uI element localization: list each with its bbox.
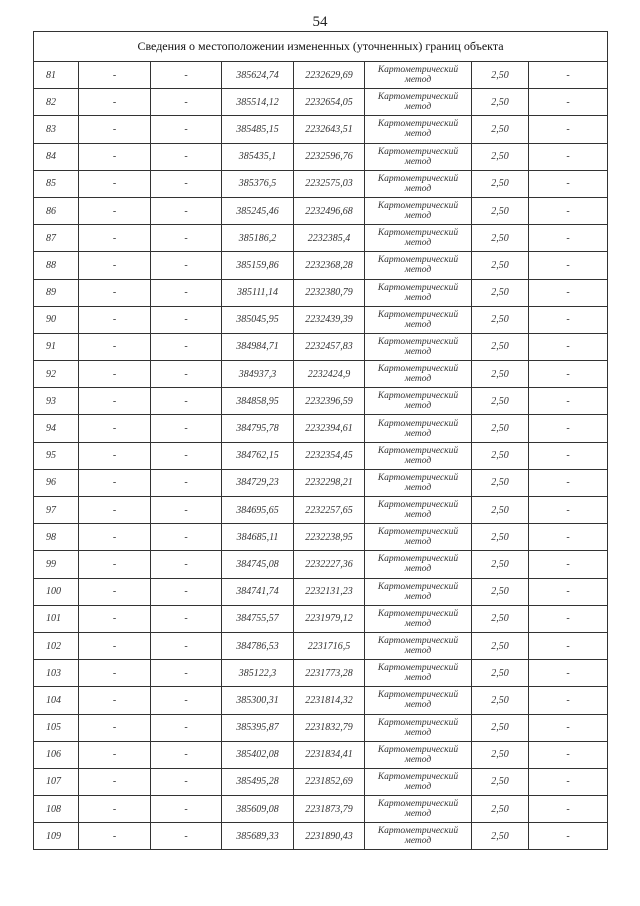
x-coordinate-cell: 385495,28 [222, 768, 294, 795]
x-coordinate-cell: 385376,5 [222, 170, 294, 197]
empty-cell-2: - [79, 469, 151, 496]
method-cell: Картометрический метод [365, 469, 472, 496]
x-coordinate-cell: 384729,23 [222, 469, 294, 496]
empty-cell-3: - [151, 796, 222, 823]
method-cell: Картометрический метод [365, 497, 472, 524]
precision-cell: 2,50 [472, 89, 529, 116]
precision-cell: 2,50 [472, 388, 529, 415]
empty-cell-8: - [529, 741, 608, 768]
y-coordinate-cell: 2232354,45 [294, 442, 365, 469]
empty-cell-8: - [529, 605, 608, 632]
x-coordinate-cell: 385609,08 [222, 796, 294, 823]
y-coordinate-cell: 2231832,79 [294, 714, 365, 741]
y-coordinate-cell: 2231890,43 [294, 823, 365, 850]
empty-cell-8: - [529, 116, 608, 143]
y-coordinate-cell: 2232643,51 [294, 116, 365, 143]
table-row [34, 442, 608, 469]
empty-cell-8: - [529, 768, 608, 795]
precision-cell: 2,50 [472, 306, 529, 333]
empty-cell-2: - [79, 225, 151, 252]
empty-cell-8: - [529, 62, 608, 89]
empty-cell-8: - [529, 687, 608, 714]
method-cell: Картометрический метод [365, 660, 472, 687]
precision-cell: 2,50 [472, 197, 529, 224]
table-body [34, 32, 608, 850]
point-number-cell: 89 [34, 279, 79, 306]
empty-cell-2: - [79, 768, 151, 795]
x-coordinate-cell: 385624,74 [222, 62, 294, 89]
empty-cell-3: - [151, 497, 222, 524]
empty-cell-2: - [79, 442, 151, 469]
precision-cell: 2,50 [472, 823, 529, 850]
point-number-cell: 99 [34, 551, 79, 578]
empty-cell-2: - [79, 578, 151, 605]
point-number-cell: 100 [34, 578, 79, 605]
x-coordinate-cell: 385485,15 [222, 116, 294, 143]
table-row [34, 89, 608, 116]
precision-cell: 2,50 [472, 116, 529, 143]
table-row [34, 197, 608, 224]
empty-cell-8: - [529, 170, 608, 197]
y-coordinate-cell: 2231773,28 [294, 660, 365, 687]
table-row [34, 306, 608, 333]
method-cell: Картометрический метод [365, 632, 472, 659]
x-coordinate-cell: 385159,86 [222, 252, 294, 279]
point-number-cell: 92 [34, 361, 79, 388]
x-coordinate-cell: 384695,65 [222, 497, 294, 524]
x-coordinate-cell: 384741,74 [222, 578, 294, 605]
empty-cell-3: - [151, 62, 222, 89]
x-coordinate-cell: 384937,3 [222, 361, 294, 388]
method-cell: Картометрический метод [365, 687, 472, 714]
point-number-cell: 107 [34, 768, 79, 795]
empty-cell-8: - [529, 279, 608, 306]
table-row [34, 469, 608, 496]
y-coordinate-cell: 2231852,69 [294, 768, 365, 795]
x-coordinate-cell: 385689,33 [222, 823, 294, 850]
y-coordinate-cell: 2232257,65 [294, 497, 365, 524]
empty-cell-2: - [79, 796, 151, 823]
x-coordinate-cell: 385514,12 [222, 89, 294, 116]
x-coordinate-cell: 385045,95 [222, 306, 294, 333]
precision-cell: 2,50 [472, 225, 529, 252]
method-cell: Картометрический метод [365, 796, 472, 823]
point-number-cell: 109 [34, 823, 79, 850]
y-coordinate-cell: 2232380,79 [294, 279, 365, 306]
empty-cell-2: - [79, 605, 151, 632]
boundary-coordinates-table [33, 31, 608, 850]
method-cell: Картометрический метод [365, 605, 472, 632]
empty-cell-8: - [529, 143, 608, 170]
point-number-cell: 86 [34, 197, 79, 224]
point-number-cell: 91 [34, 333, 79, 360]
table-row [34, 823, 608, 850]
point-number-cell: 104 [34, 687, 79, 714]
point-number-cell: 90 [34, 306, 79, 333]
empty-cell-8: - [529, 469, 608, 496]
empty-cell-2: - [79, 660, 151, 687]
x-coordinate-cell: 385245,46 [222, 197, 294, 224]
point-number-cell: 93 [34, 388, 79, 415]
method-cell: Картометрический метод [365, 415, 472, 442]
empty-cell-3: - [151, 143, 222, 170]
x-coordinate-cell: 384745,08 [222, 551, 294, 578]
empty-cell-3: - [151, 823, 222, 850]
precision-cell: 2,50 [472, 361, 529, 388]
table-title-row [34, 32, 608, 62]
empty-cell-8: - [529, 306, 608, 333]
table-row [34, 62, 608, 89]
method-cell: Картометрический метод [365, 741, 472, 768]
empty-cell-2: - [79, 62, 151, 89]
y-coordinate-cell: 2232457,83 [294, 333, 365, 360]
table-row [34, 116, 608, 143]
table-row [34, 143, 608, 170]
method-cell: Картометрический метод [365, 823, 472, 850]
table-row [34, 578, 608, 605]
x-coordinate-cell: 385395,87 [222, 714, 294, 741]
precision-cell: 2,50 [472, 796, 529, 823]
x-coordinate-cell: 384795,78 [222, 415, 294, 442]
empty-cell-8: - [529, 252, 608, 279]
table-row [34, 605, 608, 632]
empty-cell-3: - [151, 388, 222, 415]
empty-cell-3: - [151, 89, 222, 116]
method-cell: Картометрический метод [365, 388, 472, 415]
y-coordinate-cell: 2232596,76 [294, 143, 365, 170]
point-number-cell: 108 [34, 796, 79, 823]
x-coordinate-cell: 385111,14 [222, 279, 294, 306]
y-coordinate-cell: 2232396,59 [294, 388, 365, 415]
method-cell: Картометрический метод [365, 89, 472, 116]
point-number-cell: 87 [34, 225, 79, 252]
empty-cell-8: - [529, 551, 608, 578]
empty-cell-8: - [529, 442, 608, 469]
empty-cell-2: - [79, 388, 151, 415]
empty-cell-2: - [79, 116, 151, 143]
empty-cell-2: - [79, 497, 151, 524]
precision-cell: 2,50 [472, 768, 529, 795]
point-number-cell: 81 [34, 62, 79, 89]
y-coordinate-cell: 2231716,5 [294, 632, 365, 659]
empty-cell-3: - [151, 252, 222, 279]
x-coordinate-cell: 384685,11 [222, 524, 294, 551]
page-number: 54 [312, 14, 328, 30]
table-row [34, 333, 608, 360]
x-coordinate-cell: 385122,3 [222, 660, 294, 687]
empty-cell-2: - [79, 687, 151, 714]
table-row [34, 388, 608, 415]
point-number-cell: 94 [34, 415, 79, 442]
empty-cell-2: - [79, 143, 151, 170]
empty-cell-2: - [79, 415, 151, 442]
y-coordinate-cell: 2231834,41 [294, 741, 365, 768]
empty-cell-8: - [529, 197, 608, 224]
empty-cell-8: - [529, 497, 608, 524]
precision-cell: 2,50 [472, 551, 529, 578]
empty-cell-8: - [529, 415, 608, 442]
empty-cell-3: - [151, 632, 222, 659]
table-row [34, 714, 608, 741]
precision-cell: 2,50 [472, 252, 529, 279]
empty-cell-8: - [529, 333, 608, 360]
y-coordinate-cell: 2232496,68 [294, 197, 365, 224]
empty-cell-2: - [79, 170, 151, 197]
point-number-cell: 106 [34, 741, 79, 768]
table-row [34, 632, 608, 659]
y-coordinate-cell: 2232424,9 [294, 361, 365, 388]
precision-cell: 2,50 [472, 415, 529, 442]
precision-cell: 2,50 [472, 333, 529, 360]
x-coordinate-cell: 384984,71 [222, 333, 294, 360]
empty-cell-2: - [79, 306, 151, 333]
empty-cell-2: - [79, 361, 151, 388]
empty-cell-3: - [151, 279, 222, 306]
table-row [34, 660, 608, 687]
table-row [34, 551, 608, 578]
empty-cell-2: - [79, 632, 151, 659]
y-coordinate-cell: 2232298,21 [294, 469, 365, 496]
empty-cell-2: - [79, 551, 151, 578]
table-row [34, 687, 608, 714]
method-cell: Картометрический метод [365, 442, 472, 469]
method-cell: Картометрический метод [365, 170, 472, 197]
point-number-cell: 83 [34, 116, 79, 143]
empty-cell-3: - [151, 605, 222, 632]
y-coordinate-cell: 2231873,79 [294, 796, 365, 823]
table-row [34, 279, 608, 306]
x-coordinate-cell: 384858,95 [222, 388, 294, 415]
x-coordinate-cell: 384755,57 [222, 605, 294, 632]
empty-cell-8: - [529, 89, 608, 116]
method-cell: Картометрический метод [365, 62, 472, 89]
point-number-cell: 101 [34, 605, 79, 632]
empty-cell-3: - [151, 741, 222, 768]
precision-cell: 2,50 [472, 687, 529, 714]
y-coordinate-cell: 2231814,32 [294, 687, 365, 714]
empty-cell-2: - [79, 197, 151, 224]
y-coordinate-cell: 2232629,69 [294, 62, 365, 89]
table-row [34, 252, 608, 279]
empty-cell-3: - [151, 687, 222, 714]
precision-cell: 2,50 [472, 497, 529, 524]
empty-cell-8: - [529, 524, 608, 551]
empty-cell-3: - [151, 306, 222, 333]
precision-cell: 2,50 [472, 62, 529, 89]
empty-cell-3: - [151, 116, 222, 143]
precision-cell: 2,50 [472, 741, 529, 768]
precision-cell: 2,50 [472, 578, 529, 605]
point-number-cell: 96 [34, 469, 79, 496]
point-number-cell: 85 [34, 170, 79, 197]
point-number-cell: 88 [34, 252, 79, 279]
table-title: Сведения о местоположении измененных (уточненных) границ объекта [34, 32, 608, 62]
empty-cell-8: - [529, 796, 608, 823]
point-number-cell: 98 [34, 524, 79, 551]
point-number-cell: 105 [34, 714, 79, 741]
method-cell: Картометрический метод [365, 333, 472, 360]
empty-cell-2: - [79, 89, 151, 116]
y-coordinate-cell: 2232131,23 [294, 578, 365, 605]
precision-cell: 2,50 [472, 143, 529, 170]
method-cell: Картометрический метод [365, 225, 472, 252]
empty-cell-8: - [529, 388, 608, 415]
precision-cell: 2,50 [472, 279, 529, 306]
y-coordinate-cell: 2232575,03 [294, 170, 365, 197]
y-coordinate-cell: 2232654,05 [294, 89, 365, 116]
method-cell: Картометрический метод [365, 197, 472, 224]
empty-cell-3: - [151, 768, 222, 795]
point-number-cell: 103 [34, 660, 79, 687]
empty-cell-3: - [151, 333, 222, 360]
precision-cell: 2,50 [472, 442, 529, 469]
table-row [34, 497, 608, 524]
empty-cell-2: - [79, 279, 151, 306]
method-cell: Картометрический метод [365, 578, 472, 605]
table-row [34, 524, 608, 551]
empty-cell-8: - [529, 578, 608, 605]
x-coordinate-cell: 385435,1 [222, 143, 294, 170]
table-row [34, 768, 608, 795]
point-number-cell: 102 [34, 632, 79, 659]
empty-cell-3: - [151, 660, 222, 687]
precision-cell: 2,50 [472, 524, 529, 551]
method-cell: Картометрический метод [365, 768, 472, 795]
empty-cell-8: - [529, 660, 608, 687]
empty-cell-2: - [79, 823, 151, 850]
empty-cell-3: - [151, 524, 222, 551]
empty-cell-3: - [151, 197, 222, 224]
empty-cell-3: - [151, 415, 222, 442]
empty-cell-3: - [151, 578, 222, 605]
y-coordinate-cell: 2231979,12 [294, 605, 365, 632]
x-coordinate-cell: 384786,53 [222, 632, 294, 659]
y-coordinate-cell: 2232227,36 [294, 551, 365, 578]
table-row [34, 741, 608, 768]
y-coordinate-cell: 2232238,95 [294, 524, 365, 551]
empty-cell-8: - [529, 361, 608, 388]
empty-cell-2: - [79, 741, 151, 768]
x-coordinate-cell: 385186,2 [222, 225, 294, 252]
method-cell: Картометрический метод [365, 279, 472, 306]
method-cell: Картометрический метод [365, 714, 472, 741]
precision-cell: 2,50 [472, 170, 529, 197]
method-cell: Картометрический метод [365, 524, 472, 551]
empty-cell-2: - [79, 524, 151, 551]
empty-cell-3: - [151, 469, 222, 496]
method-cell: Картометрический метод [365, 116, 472, 143]
empty-cell-3: - [151, 442, 222, 469]
empty-cell-3: - [151, 170, 222, 197]
method-cell: Картометрический метод [365, 306, 472, 333]
x-coordinate-cell: 385300,31 [222, 687, 294, 714]
x-coordinate-cell: 385402,08 [222, 741, 294, 768]
table-row [34, 225, 608, 252]
empty-cell-8: - [529, 714, 608, 741]
precision-cell: 2,50 [472, 714, 529, 741]
empty-cell-3: - [151, 225, 222, 252]
empty-cell-3: - [151, 714, 222, 741]
y-coordinate-cell: 2232394,61 [294, 415, 365, 442]
empty-cell-2: - [79, 333, 151, 360]
y-coordinate-cell: 2232368,28 [294, 252, 365, 279]
empty-cell-2: - [79, 252, 151, 279]
table-row [34, 415, 608, 442]
empty-cell-3: - [151, 361, 222, 388]
empty-cell-8: - [529, 632, 608, 659]
empty-cell-8: - [529, 823, 608, 850]
point-number-cell: 97 [34, 497, 79, 524]
method-cell: Картометрический метод [365, 551, 472, 578]
x-coordinate-cell: 384762,15 [222, 442, 294, 469]
point-number-cell: 95 [34, 442, 79, 469]
y-coordinate-cell: 2232439,39 [294, 306, 365, 333]
point-number-cell: 84 [34, 143, 79, 170]
point-number-cell: 82 [34, 89, 79, 116]
empty-cell-3: - [151, 551, 222, 578]
precision-cell: 2,50 [472, 469, 529, 496]
method-cell: Картометрический метод [365, 252, 472, 279]
method-cell: Картометрический метод [365, 361, 472, 388]
y-coordinate-cell: 2232385,4 [294, 225, 365, 252]
table-row [34, 361, 608, 388]
precision-cell: 2,50 [472, 660, 529, 687]
empty-cell-8: - [529, 225, 608, 252]
method-cell: Картометрический метод [365, 143, 472, 170]
precision-cell: 2,50 [472, 605, 529, 632]
precision-cell: 2,50 [472, 632, 529, 659]
table-row [34, 170, 608, 197]
empty-cell-2: - [79, 714, 151, 741]
table-row [34, 796, 608, 823]
